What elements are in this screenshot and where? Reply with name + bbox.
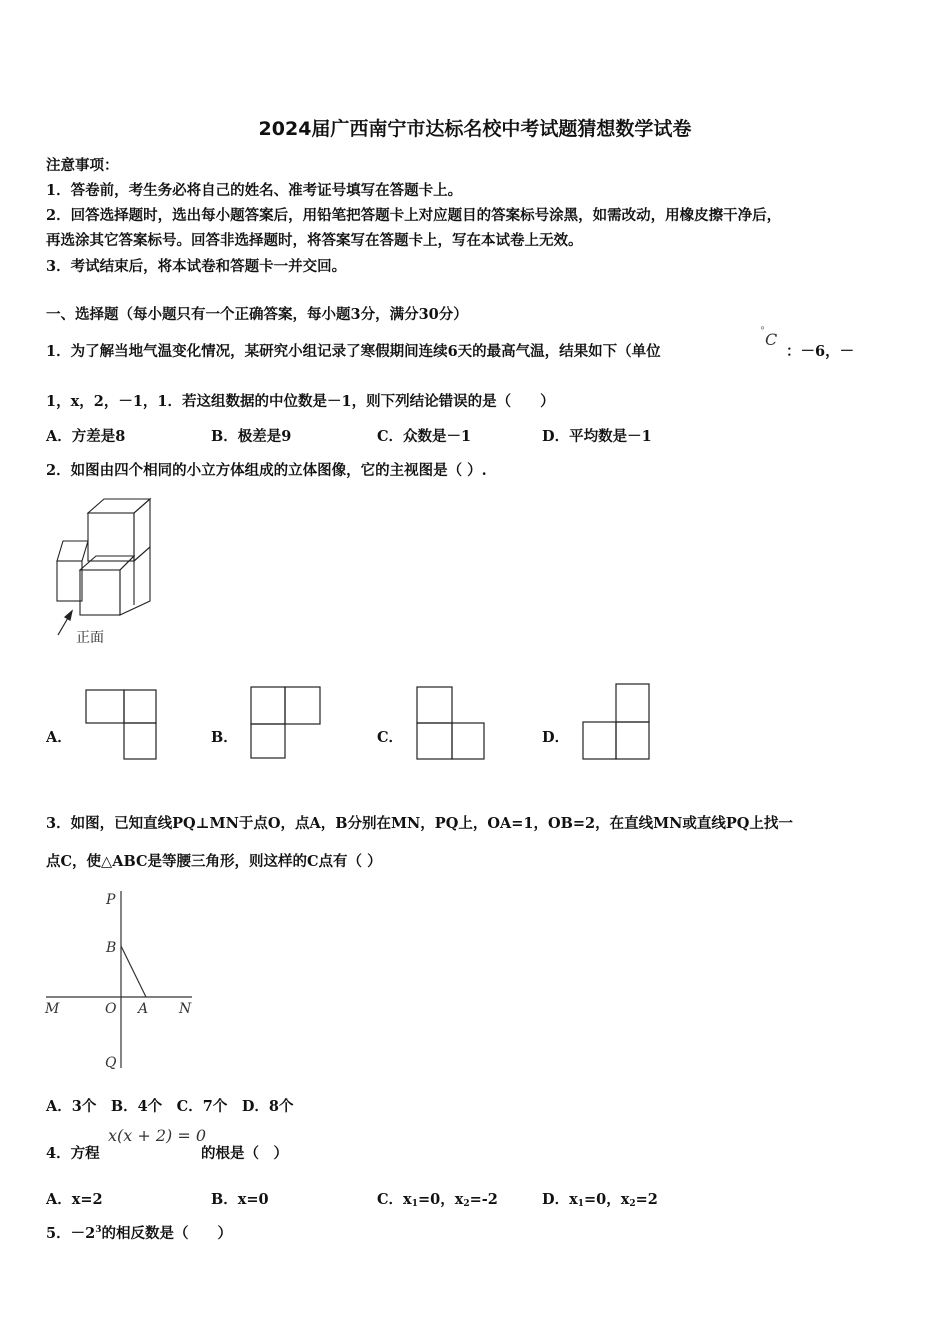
q2-option-d: D． xyxy=(542,729,570,746)
q4-suffix: 的根是（ ） xyxy=(201,1145,288,1162)
q1-option-c: C．众数是－1 xyxy=(377,428,472,445)
q1-option-d: D．平均数是－1 xyxy=(542,428,652,445)
q3-options: A．3个 B．4个 C．7个 D．8个 xyxy=(46,1098,294,1115)
label-a: A xyxy=(138,1001,149,1017)
q5-text: 5．$-2^3$的相反数是（ ） xyxy=(46,1225,232,1242)
q4-prefix: 4．方程 xyxy=(46,1145,100,1162)
q4-option-b: B．x=0 xyxy=(211,1191,269,1208)
label-o: O xyxy=(105,1001,117,1017)
cube-stack-figure xyxy=(50,495,160,655)
q1-unit: C xyxy=(765,330,778,349)
notice-heading: 注意事项： xyxy=(46,157,119,174)
axes-figure xyxy=(42,886,202,1071)
q4-option-d: D．$x_1=0$，$x_2=2$ xyxy=(542,1191,658,1209)
q4-option-c: C．$x_1=0$，$x_2=-2$ xyxy=(377,1191,498,1209)
notice-item: 1．答卷前，考生务必将自己的姓名、准考证号填写在答题卡上。 xyxy=(46,182,463,199)
section-heading: 一、选择题（每小题只有一个正确答案，每小题3分，满分30分） xyxy=(46,306,468,323)
q1-text-line1: 1．为了解当地气温变化情况，某研究小组记录了寒假期间连续6天的最高气温，结果如下（单位 xyxy=(46,343,661,360)
q2-text: 2．如图由四个相同的小立方体组成的立体图像，它的主视图是（ ）. xyxy=(46,462,487,479)
q2-option-b: B． xyxy=(211,729,238,746)
notice-item: 3．考试结束后，将本试卷和答题卡一并交回。 xyxy=(46,258,347,275)
label-p: P xyxy=(106,892,116,908)
degree-symbol: ° xyxy=(760,326,765,337)
q4-option-a: A．x=2 xyxy=(46,1191,103,1208)
q1-text-line1-end: ：－6，－ xyxy=(786,343,855,360)
q4-equation: x(x + 2) = 0 xyxy=(108,1126,207,1145)
label-n: N xyxy=(179,1001,192,1017)
label-b: B xyxy=(106,940,117,956)
q2-option-c: C． xyxy=(377,729,404,746)
q2-option-a: A． xyxy=(46,729,72,746)
label-m: M xyxy=(45,1001,60,1017)
q1-text-line2: 1，x，2，－1，1．若这组数据的中位数是－1，则下列结论错误的是（ ） xyxy=(46,393,555,410)
option-a-figure xyxy=(85,689,159,761)
q3-text-line1: 3．如图，已知直线PQ⊥MN于点O，点A，B分别在MN，PQ上，OA=1，OB=2，在直线MN或直线PQ上找一 xyxy=(46,815,793,832)
option-b-figure xyxy=(250,686,322,760)
label-q: Q xyxy=(105,1055,117,1071)
option-d-figure xyxy=(582,683,652,761)
q3-text-line2: 点C，使△ABC是等腰三角形，则这样的C点有（ ） xyxy=(46,853,382,870)
page-title: 2024届广西南宁市达标名校中考试题猜想数学试卷 xyxy=(258,118,692,140)
q1-option-b: B．极差是9 xyxy=(211,428,292,445)
option-c-figure xyxy=(416,686,486,761)
front-label: 正面 xyxy=(76,630,104,646)
notice-item: 2．回答选择题时，选出每小题答案后，用铅笔把答题卡上对应题目的答案标号涂黑，如需改动，用橡皮擦干净后， xyxy=(46,207,782,224)
q1-option-a: A．方差是8 xyxy=(46,428,126,445)
notice-item: 再选涂其它答案标号。回答非选择题时，将答案写在答题卡上，写在本试卷上无效。 xyxy=(46,232,583,249)
